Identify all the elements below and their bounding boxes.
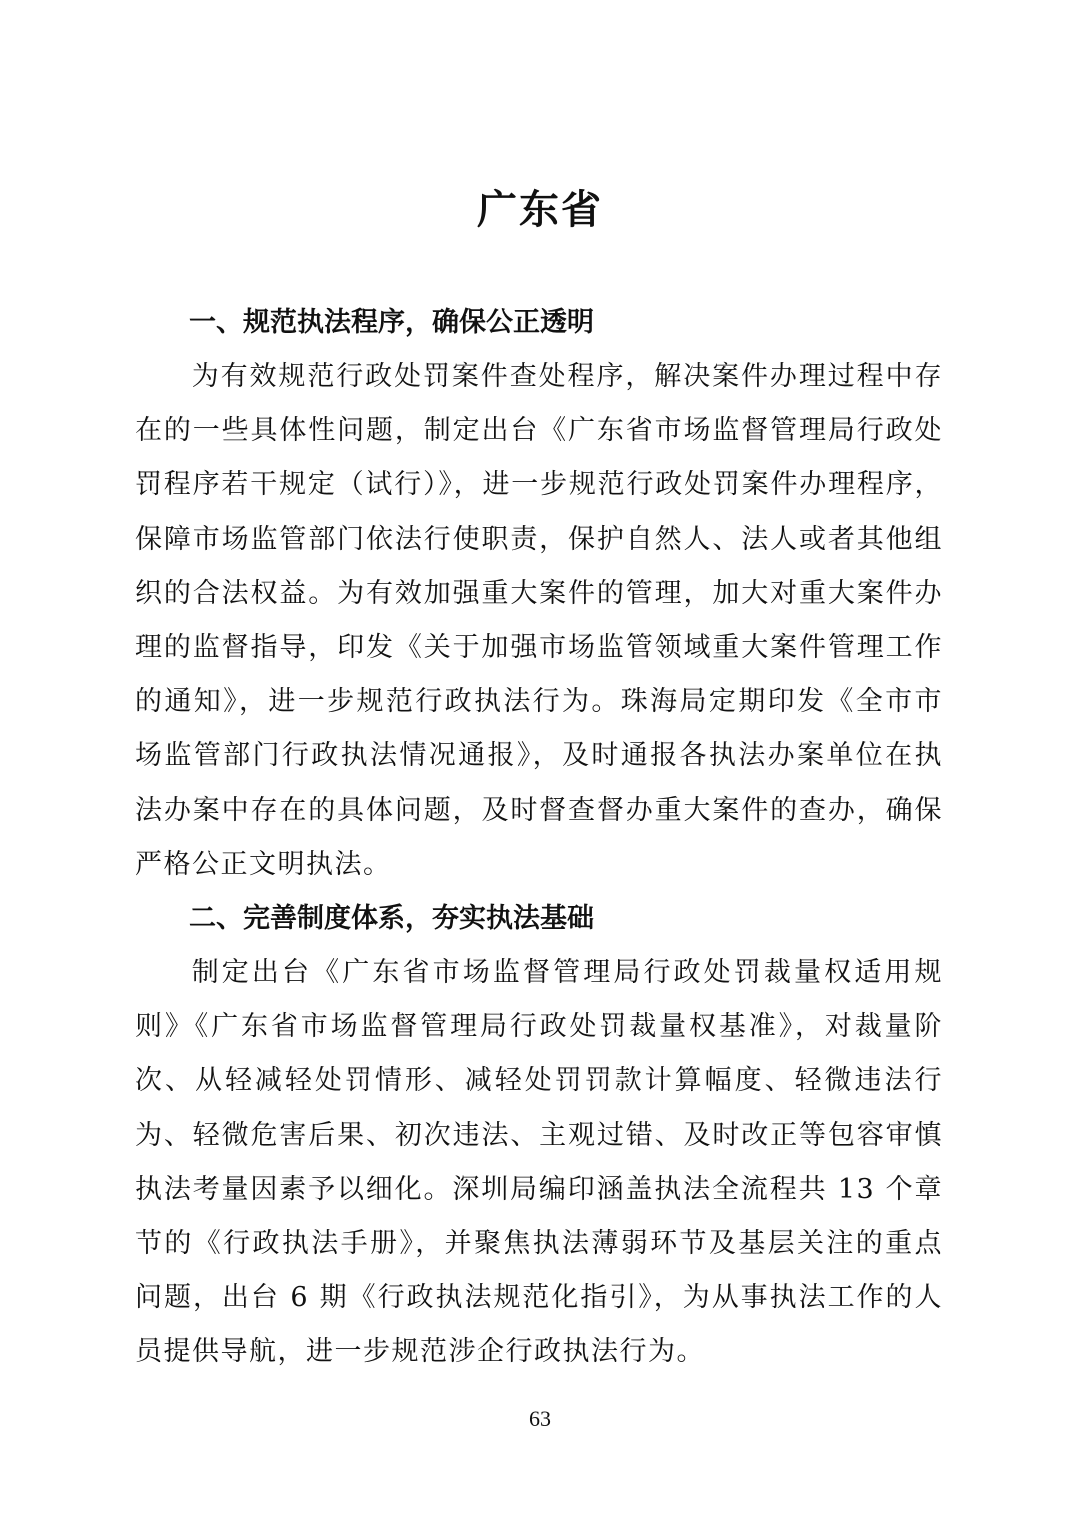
page-number: 63 — [529, 1406, 551, 1431]
section-2 — [135, 892, 943, 1380]
section-1 — [135, 296, 943, 892]
section-paragraph: 制定出台《广东省市场监督管理局行政处罚裁量权适用规则》《广东省市场监督管理局行政处罚裁量权基准》，对裁量阶次、从轻减轻处罚情形、减轻处罚罚款计算幅度、轻微违法行为、轻微危害后果、初次违法、主观过错、及时改正等包容审慎执法考量因素予以细化。深圳局编印涵盖执法全流程共 13 个章节的《行政执法手册》，并聚焦执法薄弱环节及基层关注的重点问题，出台 6 期《行政执法规范化指引》，为从事执法工作的人员提供导航，进一步规范涉企行政执法行为。 — [135, 957, 943, 1368]
page-title: 广东省 — [477, 187, 603, 233]
section-heading: 一、规范执法程序，确保公正透明 — [189, 307, 594, 338]
document-body — [135, 296, 943, 1380]
section-paragraph: 为有效规范行政处罚案件查处程序，解决案件办理过程中存在的一些具体性问题，制定出台《广东省市场监督管理局行政处罚程序若干规定（试行）》，进一步规范行政处罚案件办理程序，保障市场监管部门依法行使职责，保护自然人、法人或者其他组织的合法权益。为有效加强重大案件的管理，加大对重大案件办理的监督指导，印发《关于加强市场监管领域重大案件管理工作的通知》，进一步规范行政执法行为。珠海局定期印发《全市市场监管部门行政执法情况通报》，及时通报各执法办案单位在执法办案中存在的具体问题，及时督查督办重大案件的查办，确保严格公正文明执法。 — [135, 361, 943, 880]
section-heading: 二、完善制度体系，夯实执法基础 — [189, 903, 594, 935]
